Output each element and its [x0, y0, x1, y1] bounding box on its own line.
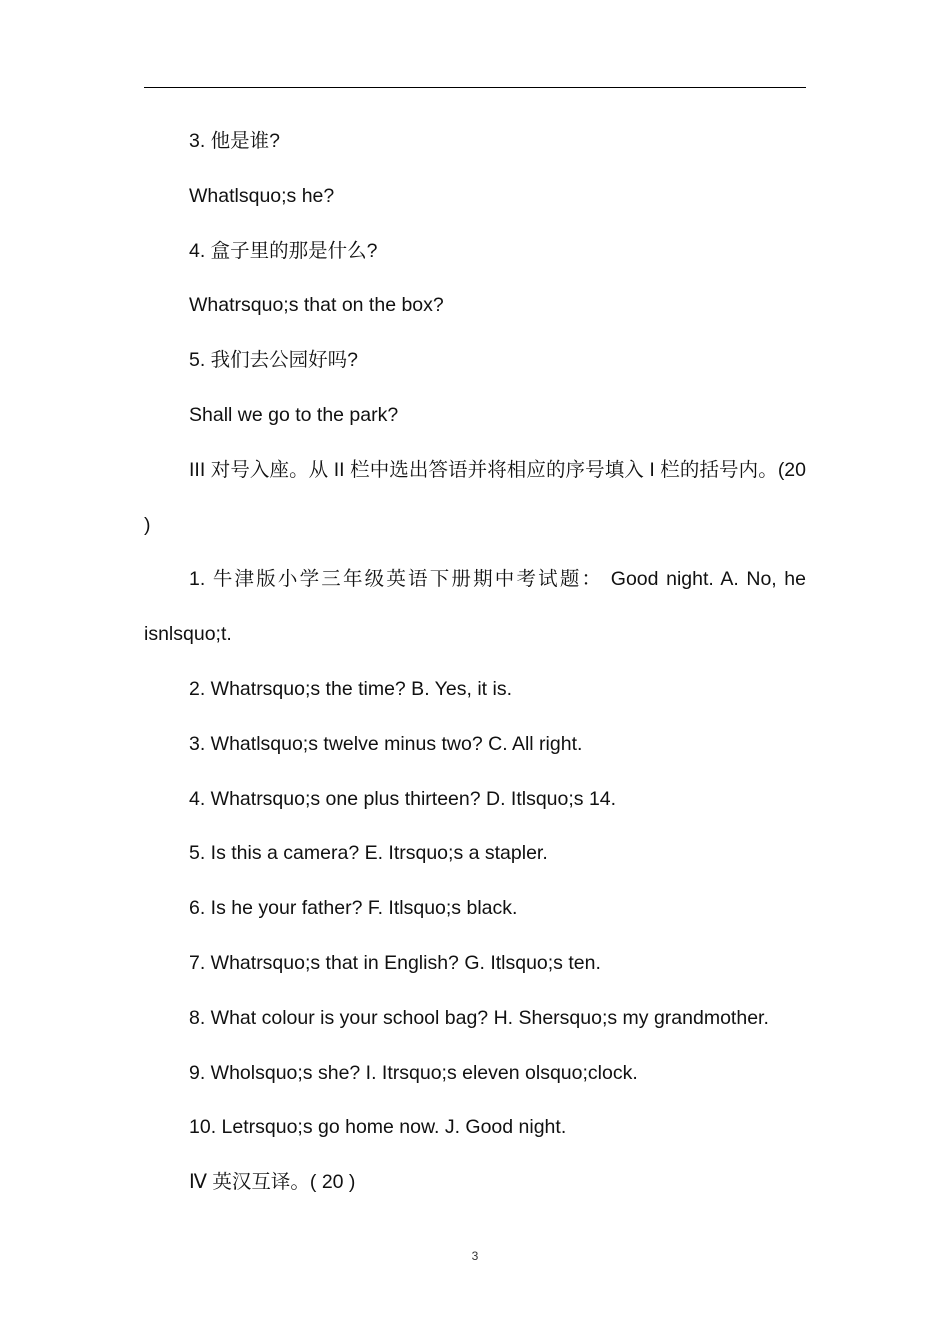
match-item-10: 10. Letrsquo;s go home now. J. Good night. — [189, 1116, 567, 1139]
paragraph-question-4-chinese: 4. 盒子里的那是什么? — [189, 239, 378, 262]
match-item-7: 7. Whatrsquo;s that in English? G. Itlsquo;s ten. — [189, 951, 601, 974]
page-content — [144, 114, 806, 1210]
match-item-5: 5. Is this a camera? E. Itrsquo;s a stapler. — [189, 842, 548, 865]
paragraph-question-5-english: Shall we go to the park? — [189, 403, 399, 426]
header-rule — [144, 87, 806, 88]
paragraph-question-3-chinese: 3. 他是谁? — [189, 130, 281, 152]
paragraph-question-4-english: Whatrsquo;s that on the box? — [189, 294, 444, 317]
match-item-8: 8. What colour is your school bag? H. Shersquo;s my grandmother. — [189, 1006, 769, 1029]
match-item-3: 3. Whatlsquo;s twelve minus two? C. All right. — [189, 732, 583, 755]
paragraph-question-3-english: Whatlsquo;s he? — [189, 184, 335, 207]
paragraph-question-5-chinese: 5. 我们去公园好吗? — [189, 349, 359, 372]
match-item-2: 2. Whatrsquo;s the time? B. Yes, it is. — [189, 677, 512, 700]
match-item-6: 6. Is he your father? F. Itlsquo;s black. — [189, 897, 518, 920]
match-item-4: 4. Whatrsquo;s one plus thirteen? D. Itlsquo;s 14. — [189, 787, 617, 810]
match-item-1: 1. 牛津版小学三年级英语下册期中考试题： Good night. A. No, he isnlsquo;t. — [144, 568, 806, 646]
section-iv-heading: Ⅳ 英汉互译。( 20 ) — [189, 1171, 356, 1194]
section-iii-heading: III 对号入座。从 II 栏中选出答语并将相应的序号填入 I 栏的括号内。(20 ) — [144, 458, 806, 536]
page-number: 3 — [471, 1249, 479, 1263]
match-item-9: 9. Wholsquo;s she? I. Itrsquo;s eleven olsquo;clock. — [189, 1061, 638, 1084]
